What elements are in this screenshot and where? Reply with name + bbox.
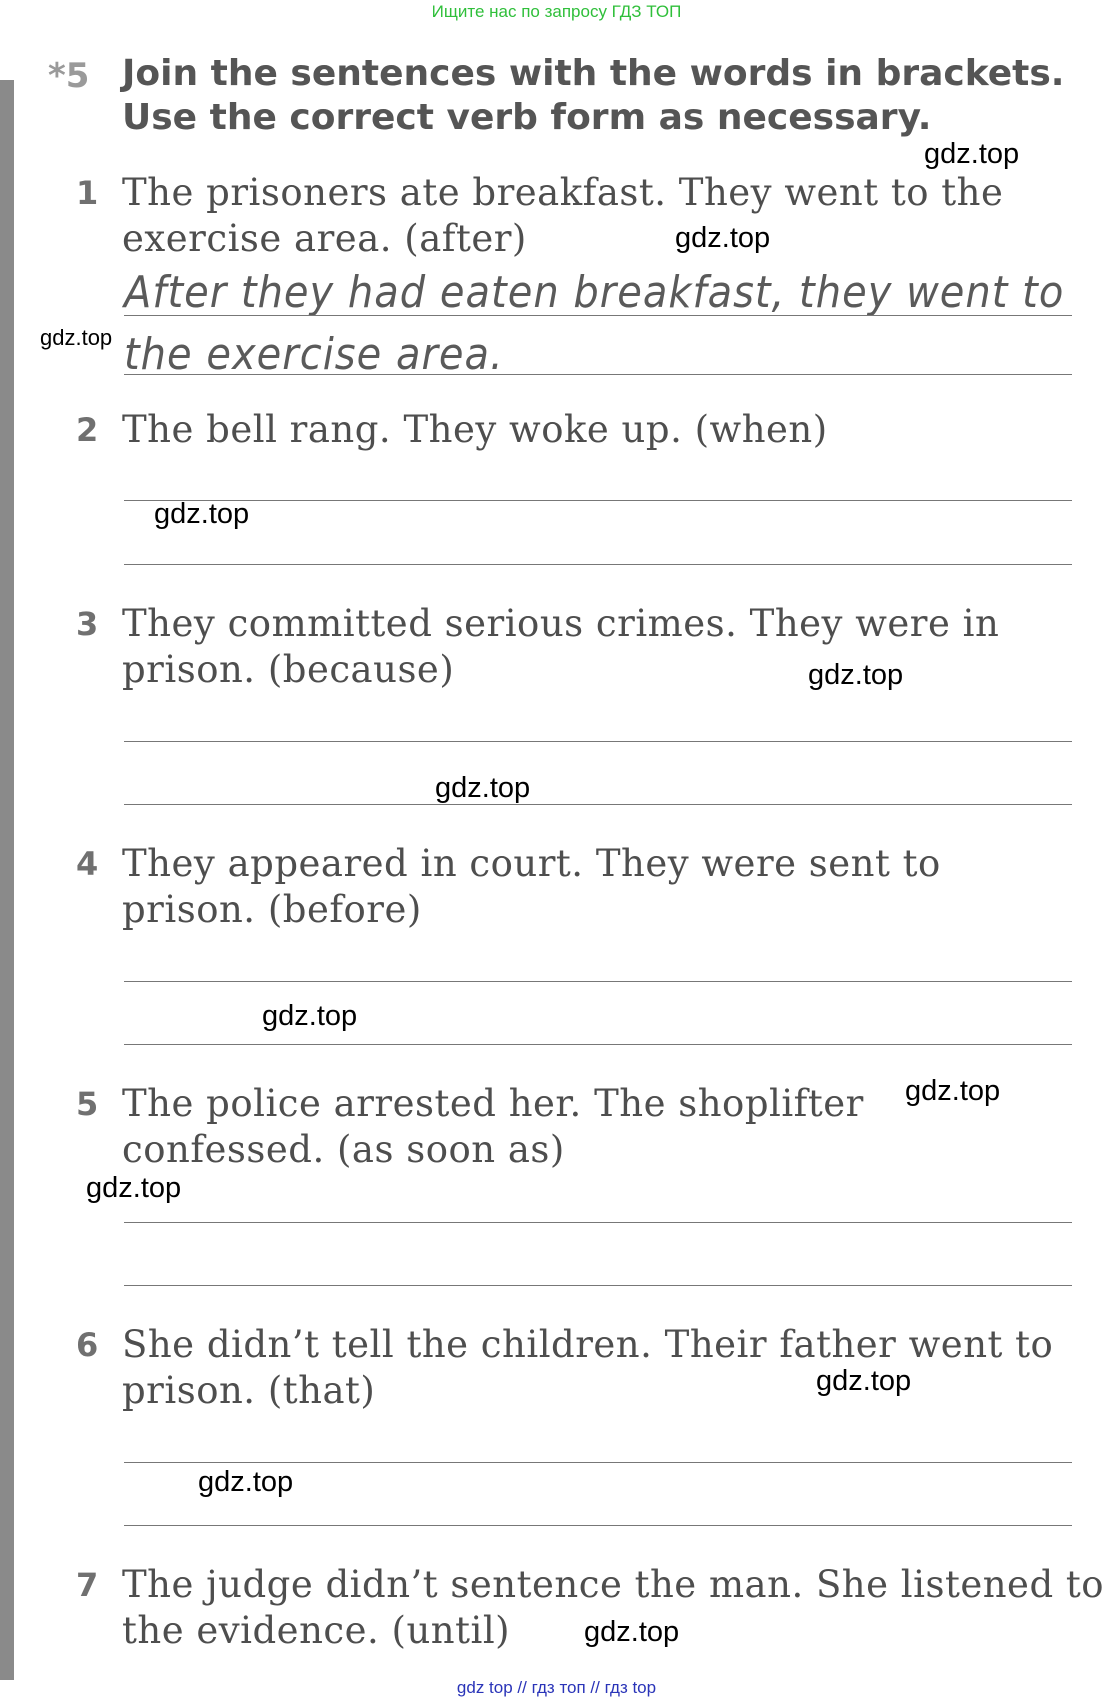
watermark: gdz.top [924, 138, 1020, 170]
task-text: The prisoners ate breakfast. They went to the exercise area. (after) [122, 171, 1004, 260]
handwritten-answer-line-2: the exercise area. [124, 329, 504, 380]
watermark: gdz.top [435, 772, 531, 804]
answer-line[interactable] [124, 1222, 1072, 1223]
task-text: They committed serious crimes. They were in prison. (because) [122, 602, 1000, 691]
task-text: The bell rang. They woke up. (when) [122, 408, 828, 451]
answer-line[interactable] [124, 1525, 1072, 1526]
answer-line[interactable] [124, 500, 1072, 501]
task-text: The police arrested her. The shoplifter confessed. (as soon as) [122, 1082, 864, 1171]
watermark: gdz.top [675, 222, 771, 254]
task-text: They appeared in court. They were sent to prison. (before) [122, 842, 941, 931]
footer-links[interactable]: gdz top // гдз топ // гдз top [456, 1678, 657, 1697]
top-banner[interactable]: Ищите нас по запросу ГДЗ ТОП [431, 2, 682, 21]
task-number: 2 [76, 411, 99, 449]
answer-line[interactable] [124, 804, 1072, 805]
task-number: 7 [76, 1566, 99, 1604]
task-number: 1 [76, 174, 99, 212]
task-number: 3 [76, 605, 99, 643]
watermark: gdz.top [262, 1000, 358, 1032]
page-edge-bar [0, 80, 14, 1680]
answer-line[interactable] [124, 1044, 1072, 1045]
watermark: gdz.top [808, 659, 904, 691]
watermark: gdz.top [86, 1172, 182, 1204]
task-text: The judge didn’t sentence the man. She listened to the evidence. (until) [122, 1563, 1105, 1652]
watermark: gdz.top [816, 1365, 912, 1397]
exercise-title: Join the sentences with the words in brackets. Use the correct verb form as necessary. [122, 53, 1065, 138]
task-text: She didn’t tell the children. Their father went to prison. (that) [122, 1323, 1054, 1412]
watermark: gdz.top [154, 498, 250, 530]
answer-line[interactable] [124, 1285, 1072, 1286]
answer-line[interactable] [124, 315, 1072, 316]
task-number: 6 [76, 1326, 99, 1364]
watermark: gdz.top [584, 1616, 680, 1648]
exercise-number: *5 [48, 56, 90, 96]
answer-line[interactable] [124, 981, 1072, 982]
answer-line[interactable] [124, 1462, 1072, 1463]
answer-line[interactable] [124, 564, 1072, 565]
watermark: gdz.top [905, 1075, 1001, 1107]
task-number: 5 [76, 1085, 99, 1123]
answer-line[interactable] [124, 741, 1072, 742]
answer-line[interactable] [124, 374, 1072, 375]
watermark: gdz.top [40, 325, 113, 350]
task-number: 4 [76, 845, 99, 883]
handwritten-answer-line-1: After they had eaten breakfast, they went to [124, 267, 1065, 318]
watermark: gdz.top [198, 1466, 294, 1498]
